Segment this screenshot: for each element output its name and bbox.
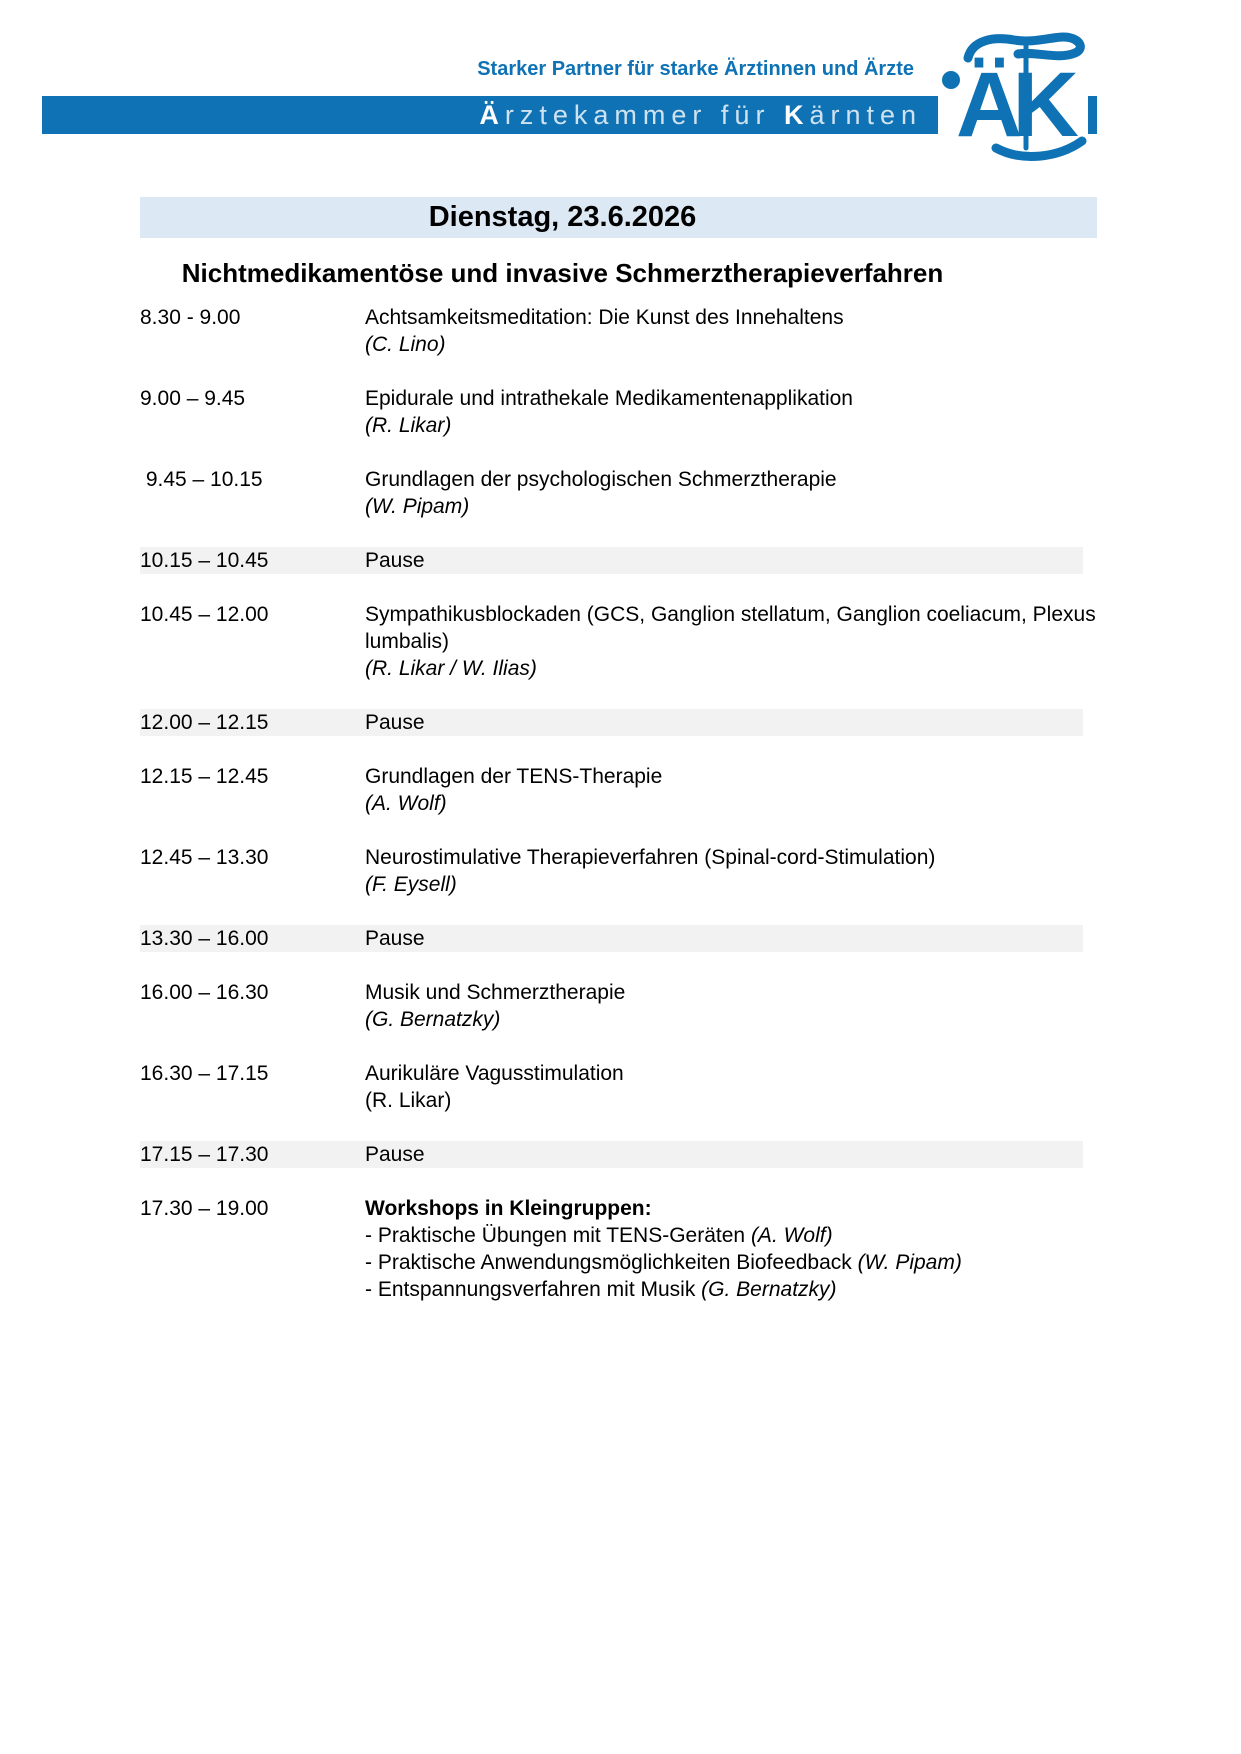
session-time: 17.30 – 19.00 <box>140 1197 269 1220</box>
session-time: 9.00 – 9.45 <box>140 387 246 410</box>
header-org-bar <box>42 96 938 134</box>
session-content <box>365 385 1097 439</box>
session-speaker: (W. Pipam) <box>365 495 470 518</box>
workshop-item-text: - Praktische Anwendungsmöglichkeiten Biofeedback <box>365 1251 858 1274</box>
session-title: Aurikuläre Vagusstimulation <box>365 1062 624 1085</box>
session-content <box>365 763 1097 817</box>
session-title: Epidurale und intrathekale Medikamentenapplikation <box>365 387 853 410</box>
session-time: 8.30 - 9.00 <box>140 306 241 329</box>
schedule-row <box>140 844 1097 898</box>
pause-time: 13.30 – 16.00 <box>140 927 269 950</box>
pause-time: 17.15 – 17.30 <box>140 1143 269 1166</box>
pause-time: 10.15 – 10.45 <box>140 549 269 572</box>
org-name-initial-a: Ä <box>479 99 505 130</box>
session-title: Grundlagen der TENS-Therapie <box>365 765 663 788</box>
org-name-rest: ärnten <box>809 99 922 130</box>
workshop-item-speaker: (G. Bernatzky) <box>701 1278 837 1301</box>
logo-letters: ÄK <box>956 54 1069 156</box>
schedule-row <box>140 385 1097 439</box>
pause-label: Pause <box>365 927 425 950</box>
pause-time: 12.00 – 12.15 <box>140 711 269 734</box>
pause-label: Pause <box>365 549 425 572</box>
schedule-row <box>140 979 1097 1033</box>
session-speaker: (C. Lino) <box>365 333 446 356</box>
session-content <box>365 1060 1097 1114</box>
day-banner <box>140 197 1097 238</box>
pause-label: Pause <box>365 1143 425 1166</box>
session-speaker: (R. Likar) <box>365 414 452 437</box>
workshop-item <box>365 1222 1097 1249</box>
session-title: Sympathikusblockaden (GCS, Ganglion stellatum, Ganglion coeliacum, Plexus lumbalis) <box>365 603 1096 653</box>
org-name-mid: rztekammer für <box>504 99 784 130</box>
workshop-item-text: - Praktische Übungen mit TENS-Geräten <box>365 1224 751 1247</box>
schedule <box>140 304 1097 1330</box>
schedule-row <box>140 763 1097 817</box>
session-speaker: (F. Eysell) <box>365 873 457 896</box>
session-time: 10.45 – 12.00 <box>140 603 269 626</box>
pause-row <box>140 709 1083 736</box>
session-time: 12.15 – 12.45 <box>140 765 269 788</box>
session-speaker: (A. Wolf) <box>365 792 447 815</box>
pause-label: Pause <box>365 711 425 734</box>
page-subtitle: Nichtmedikamentöse und invasive Schmerztherapieverfahren <box>181 258 944 288</box>
session-title: Neurostimulative Therapieverfahren (Spinal-cord-Stimulation) <box>365 846 936 869</box>
session-speaker: (R. Likar) <box>365 1089 452 1112</box>
schedule-row <box>140 601 1097 682</box>
aek-logo-graphic <box>938 28 1088 164</box>
session-content <box>365 601 1097 682</box>
header-tagline: Starker Partner für starke Ärztinnen und Ärzte <box>477 58 914 80</box>
session-time: 9.45 – 10.15 <box>140 468 263 491</box>
pause-row <box>140 925 1083 952</box>
session-content <box>365 304 1097 358</box>
workshops-content <box>365 1195 1097 1303</box>
session-speaker: (G. Bernatzky) <box>365 1008 501 1031</box>
aek-logo <box>938 28 1088 164</box>
session-time: 12.45 – 13.30 <box>140 846 269 869</box>
workshop-item-speaker: (W. Pipam) <box>857 1251 962 1274</box>
schedule-row <box>140 304 1097 358</box>
session-content <box>365 979 1097 1033</box>
session-time: 16.30 – 17.15 <box>140 1062 269 1085</box>
schedule-row <box>140 1060 1097 1114</box>
session-speaker: (R. Likar / W. Ilias) <box>365 657 537 680</box>
workshop-item-text: - Entspannungsverfahren mit Musik <box>365 1278 702 1301</box>
day-banner-title: Dienstag, 23.6.2026 <box>428 201 697 233</box>
session-title: Achtsamkeitsmeditation: Die Kunst des Innehaltens <box>365 306 844 329</box>
workshop-item <box>365 1276 1097 1303</box>
session-title: Musik und Schmerztherapie <box>365 981 626 1004</box>
session-content <box>365 466 1097 520</box>
pause-row <box>140 1141 1083 1168</box>
session-content <box>365 844 1097 898</box>
pause-row <box>140 547 1083 574</box>
workshop-item-speaker: (A. Wolf) <box>750 1224 833 1247</box>
workshop-item <box>365 1249 1097 1276</box>
org-name-initial-k: K <box>783 99 810 130</box>
schedule-row-workshops <box>140 1195 1097 1303</box>
schedule-row <box>140 466 1097 520</box>
session-time: 16.00 – 16.30 <box>140 981 269 1004</box>
session-title: Grundlagen der psychologischen Schmerztherapie <box>365 468 837 491</box>
workshops-title: Workshops in Kleingruppen: <box>365 1197 652 1220</box>
